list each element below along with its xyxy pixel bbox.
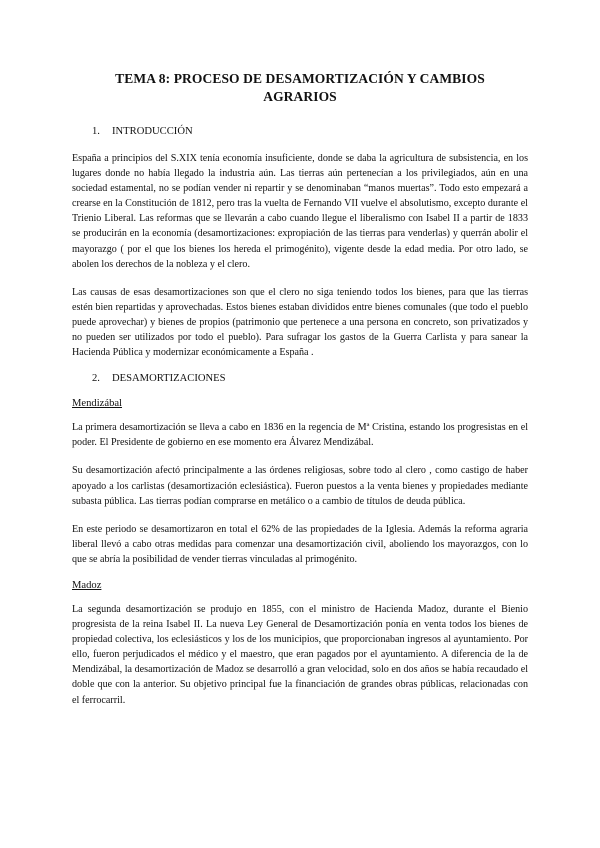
mendizabal-paragraph-2: Su desamortización afectó principalmente a las órdenes religiosas, sobre todo al clero , como castigo de haber apoyado a los carlistas (desamortización eclesiástica). Fueron puestos a la venta bienes y propiedades mediante subasta pública. Las tierras podían comprarse en metálico o a cambio de títulos de deuda pública. xyxy=(72,465,528,507)
document-title xyxy=(72,70,528,106)
intro-paragraph-1: España a principios del S.XIX tenía economía insuficiente, donde se daba la agricultura de subsistencia, en los lugares donde no había llegado la industria aún. Las tierras aún pertenecían a los privilegiados, aún en una sociedad estamental, no se podían vender ni repartir y se denominaban “manos muertas”. Todo esto empezará a crearse en la Constitución de 1812, pero tras la vuelta de Fernando VII vuelve el absolutismo, excepto durante el Trienio Liberal. Las reformas que se llevarán a cabo cuando llegue el liberalismo con Isabel II a partir de 1833 se producirán en la economía (desamortizaciones: expropiación de las tierras para venderlas) y querrán abolir el mayorazgo ( por el que los bienes los hereda el primogénito), vigente desde la edad media. Por otro lado, se abolen los derechos de la nobleza y el clero. xyxy=(72,153,528,270)
mendizabal-paragraph-1: La primera desamortización se lleva a cabo en 1836 en la regencia de Mª Cristina, estando los progresistas en el poder. El Presidente de gobierno en ese momento era Álvarez Mendizábal. xyxy=(72,422,528,449)
intro-paragraph-2: Las causas de esas desamortizaciones son que el clero no siga teniendo todos los bienes, para que las tierras estén bien repartidas y aprovechadas. Estos bienes estaban divididos entre bienes comunales (que todo el pueblo puede aprovechar) y bienes de propios (patrimonio que pertenece a una persona en concreto, son privatizados y no pueden ser utilizados por todo el pueblo). Para sufragar los gastos de la Guerra Carlista y para sanear la Hacienda Pública y modernizar económicamente a España . xyxy=(72,286,528,359)
madoz-paragraph-1: La segunda desamortización se produjo en 1855, con el ministro de Hacienda Madoz, durante el Bienio progresista de la reina Isabel II. La nueva Ley General de Desamortización ponía en venta todos los bienes de propiedad colectiva, los eclesiásticos y los de los municipios, que proporcionaban ingresos al ayuntamiento. Por ello, fueron perjudicados el médico y el maestro, que eran pagados por el ayuntamiento. A diferencia de la de Mendizábal, la desamortización de Madoz se desarrolló a gran velocidad, solo en dos años se había recaudado el doble que con la anterior. Su objetivo principal fue la financiación de grandes obras públicas, relacionadas con el ferrocarril. xyxy=(72,603,528,706)
subheading-madoz: Madoz xyxy=(72,579,102,591)
title-line-2: AGRARIOS xyxy=(263,89,337,104)
subheading-mendizabal: Mendizábal xyxy=(72,398,123,410)
section-number: 2. xyxy=(92,373,100,385)
section-title: INTRODUCCIÓN xyxy=(112,126,193,137)
section-heading-introduccion xyxy=(92,126,528,137)
section-heading-desamortizaciones xyxy=(92,373,528,384)
section-title: DESAMORTIZACIONES xyxy=(112,373,226,385)
mendizabal-paragraph-3: En este periodo se desamortizaron en total el 62% de las propiedades de la Iglesia. Además la reforma agraria liberal llevó a cabo otras medidas para comenzar una desamortización civil, aboliendo los mayorazgos, con lo que se abría la posibilidad de vender tierras vinculadas al primogénito. xyxy=(72,523,528,565)
title-line-1: TEMA 8: PROCESO DE DESAMORTIZACIÓN Y CAMBIOS xyxy=(115,71,485,86)
section-number: 1. xyxy=(92,126,100,137)
